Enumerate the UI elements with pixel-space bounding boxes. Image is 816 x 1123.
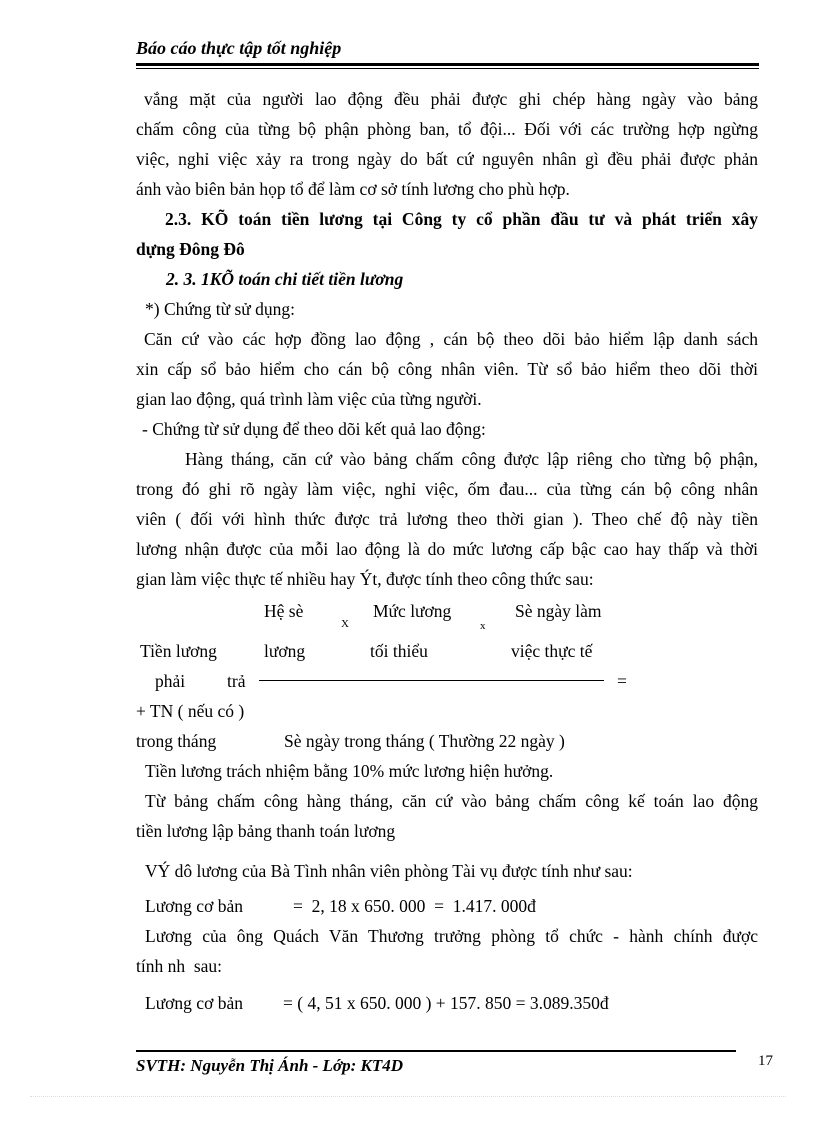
paragraph-line: tiền lương lập bảng thanh toán lương	[136, 821, 396, 841]
formula-days-line1: Sè ngày làm	[515, 601, 602, 621]
footer-rule	[136, 1050, 736, 1052]
formula-left-line2a: phải	[155, 671, 186, 691]
paragraph-line: ánh vào biên bản họp tổ để làm cơ sở tính lương cho phù hợp.	[136, 179, 570, 199]
formula-left-line1: Tiền lương	[140, 641, 217, 661]
page-bottom-dotted-edge	[30, 1096, 786, 1097]
responsibility-line: Tiền lương trách nhiệm bằng 10% mức lương hiện hưởng.	[145, 761, 554, 781]
calc2-label: Lương cơ bản	[145, 993, 243, 1013]
header-rule-thin	[136, 68, 759, 69]
formula-days-line2: việc thực tế	[511, 641, 593, 661]
docs-used-label: *) Chứng từ sử dụng:	[145, 299, 295, 319]
formula-min-line2: tối thiểu	[370, 641, 428, 661]
paragraph-line: trong đó ghi rõ ngày làm việc, nghỉ việc, ốm đau... của từng cán bộ công nhân	[136, 479, 758, 499]
paragraph-line: lương nhận được của mỗi lao động là do mức lương cấp bậc cao hay thấp và thời	[136, 539, 758, 559]
formula-times-2: x	[480, 620, 486, 632]
formula-denominator: Sè ngày trong tháng ( Thường 22 ngày )	[284, 731, 565, 751]
calc2-expression: = ( 4, 51 x 650. 000 ) + 157. 850 = 3.089.350đ	[283, 993, 609, 1013]
page-header-title: Báo cáo thực tập tốt nghiệp	[136, 38, 342, 58]
calc1-expression: = 2, 18 x 650. 000 = 1.417. 000đ	[293, 896, 536, 916]
calc1-label: Lương cơ bản	[145, 896, 243, 916]
paragraph-line: Từ bảng chấm công hàng tháng, căn cứ vào bảng chấm công kế toán lao động	[145, 791, 758, 811]
section-heading: 2.3. KÕ toán tiền lương tại Công ty cổ phần đầu tư và phát triển xây	[165, 209, 758, 229]
paragraph-line: Lương của ông Quách Văn Thương trưởng phòng tổ chức - hành chính được	[145, 926, 758, 946]
paragraph-line: xin cấp sổ bảo hiểm cho cán bộ công nhân viên. Từ sổ bảo hiểm theo dõi thời	[136, 359, 758, 379]
paragraph-line: Căn cứ vào các hợp đồng lao động , cán bộ theo dõi bảo hiểm lập danh sách	[144, 329, 758, 349]
paragraph-line: chấm công của từng bộ phận phòng ban, tổ đội... Đối với các trường hợp ngừng	[136, 119, 758, 139]
paragraph-line: Hàng tháng, căn cứ vào bảng chấm công được lập riêng cho từng bộ phận,	[185, 449, 758, 469]
paragraph-line: gian lao động, quá trình làm việc của từng người.	[136, 389, 482, 409]
page-number: 17	[758, 1053, 773, 1069]
paragraph-line: việc, nghỉ việc xảy ra trong ngày do bất cứ nguyên nhân gì đều phải được phản	[136, 149, 758, 169]
header-rule-thick	[136, 63, 759, 66]
formula-times-1: X	[341, 618, 349, 630]
formula-left-line2b: trả	[227, 671, 246, 691]
docs-result-label: - Chứng từ sử dụng để theo dõi kết quả lao động:	[142, 419, 486, 439]
formula-coef-line1: Hệ sè	[264, 601, 304, 621]
subsection-heading: 2. 3. 1KÕ toán chi tiết tiền lương	[166, 269, 404, 289]
paragraph-line: gian làm việc thực tế nhiều hay Ýt, được tính theo công thức sau:	[136, 569, 594, 589]
formula-tn: + TN ( nếu có )	[136, 701, 245, 721]
example-line: VÝ dô lương của Bà Tình nhân viên phòng Tài vụ được tính như sau:	[145, 861, 633, 881]
formula-left-line3: trong tháng	[136, 731, 217, 751]
footer-author: SVTH: Nguyễn Thị Ánh - Lớp: KT4D	[136, 1056, 403, 1075]
paragraph-line: vắng mặt của người lao động đều phải được ghi chép hàng ngày vào bảng	[144, 89, 758, 109]
formula-min-line1: Mức lương	[373, 601, 452, 621]
fraction-bar	[259, 680, 604, 681]
formula-coef-line2: lương	[264, 641, 306, 661]
paragraph-line: viên ( đối với hình thức được trả lương theo thời gian ). Theo chế độ này tiền	[136, 509, 758, 529]
formula-equals: =	[617, 671, 627, 691]
paragraph-line: tính nh sau:	[136, 956, 223, 976]
section-heading-cont: dựng Đông Đô	[136, 239, 245, 259]
